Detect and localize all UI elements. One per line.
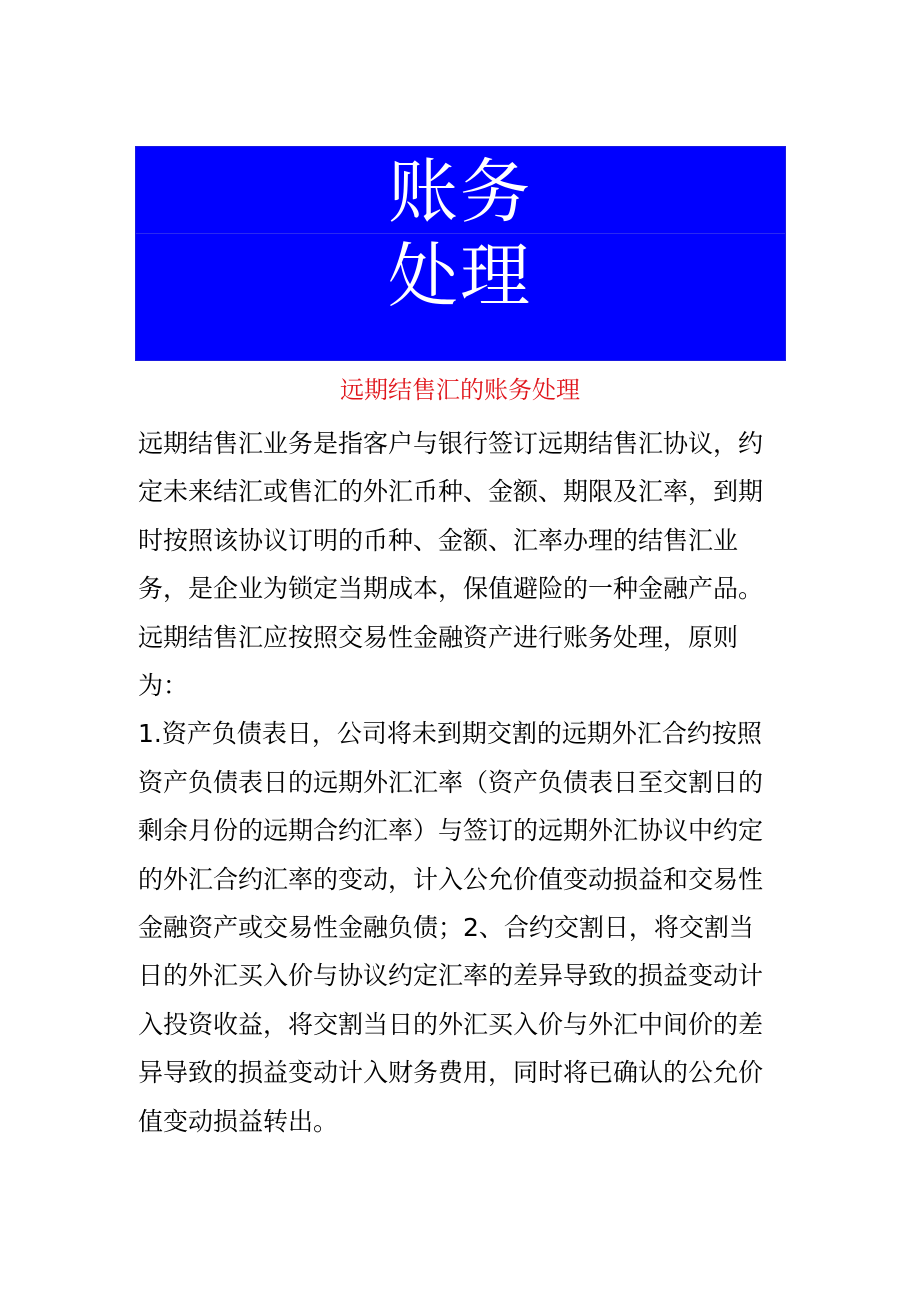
paragraph-rules: 1.资产负债表日，公司将未到期交割的远期外汇合约按照资产负债表日的远期外汇汇率（资产负债表日至交割日的剩余月份的远期合约汇率）与签订的远期外汇协议中约定的外汇合约汇率的变动，计入公允价值变动损益和交易性金融资产或交易性金融负债；2、合约交割日，将交割当日的外汇买入价与协议约定汇率的差异导致的损益变动计入投资收益，将交割当日的外汇买入价与外汇中间价的差异导致的损益变动计入财务费用，同时将已确认的公允价值变动损益转出。 [138, 719, 764, 1136]
banner-title-line-2: 处理 [388, 235, 532, 317]
document-body [138, 420, 778, 1146]
banner-title-line-1: 账务 [388, 151, 532, 233]
paragraph-principle: 远期结售汇应按照交易性金融资产进行账务处理，原则为： [138, 622, 739, 701]
banner-divider [136, 233, 785, 234]
paragraph-definition: 远期结售汇业务是指客户与银行签订远期结售汇协议，约定未来结汇或售汇的外汇币种、金额、期限及汇率，到期时按照该协议订明的币种、金额、汇率办理的结售汇业务，是企业为锁定当期成本，保值避险的一种金融产品。 [138, 429, 764, 604]
section-subtitle: 远期结售汇的账务处理 [340, 376, 580, 404]
